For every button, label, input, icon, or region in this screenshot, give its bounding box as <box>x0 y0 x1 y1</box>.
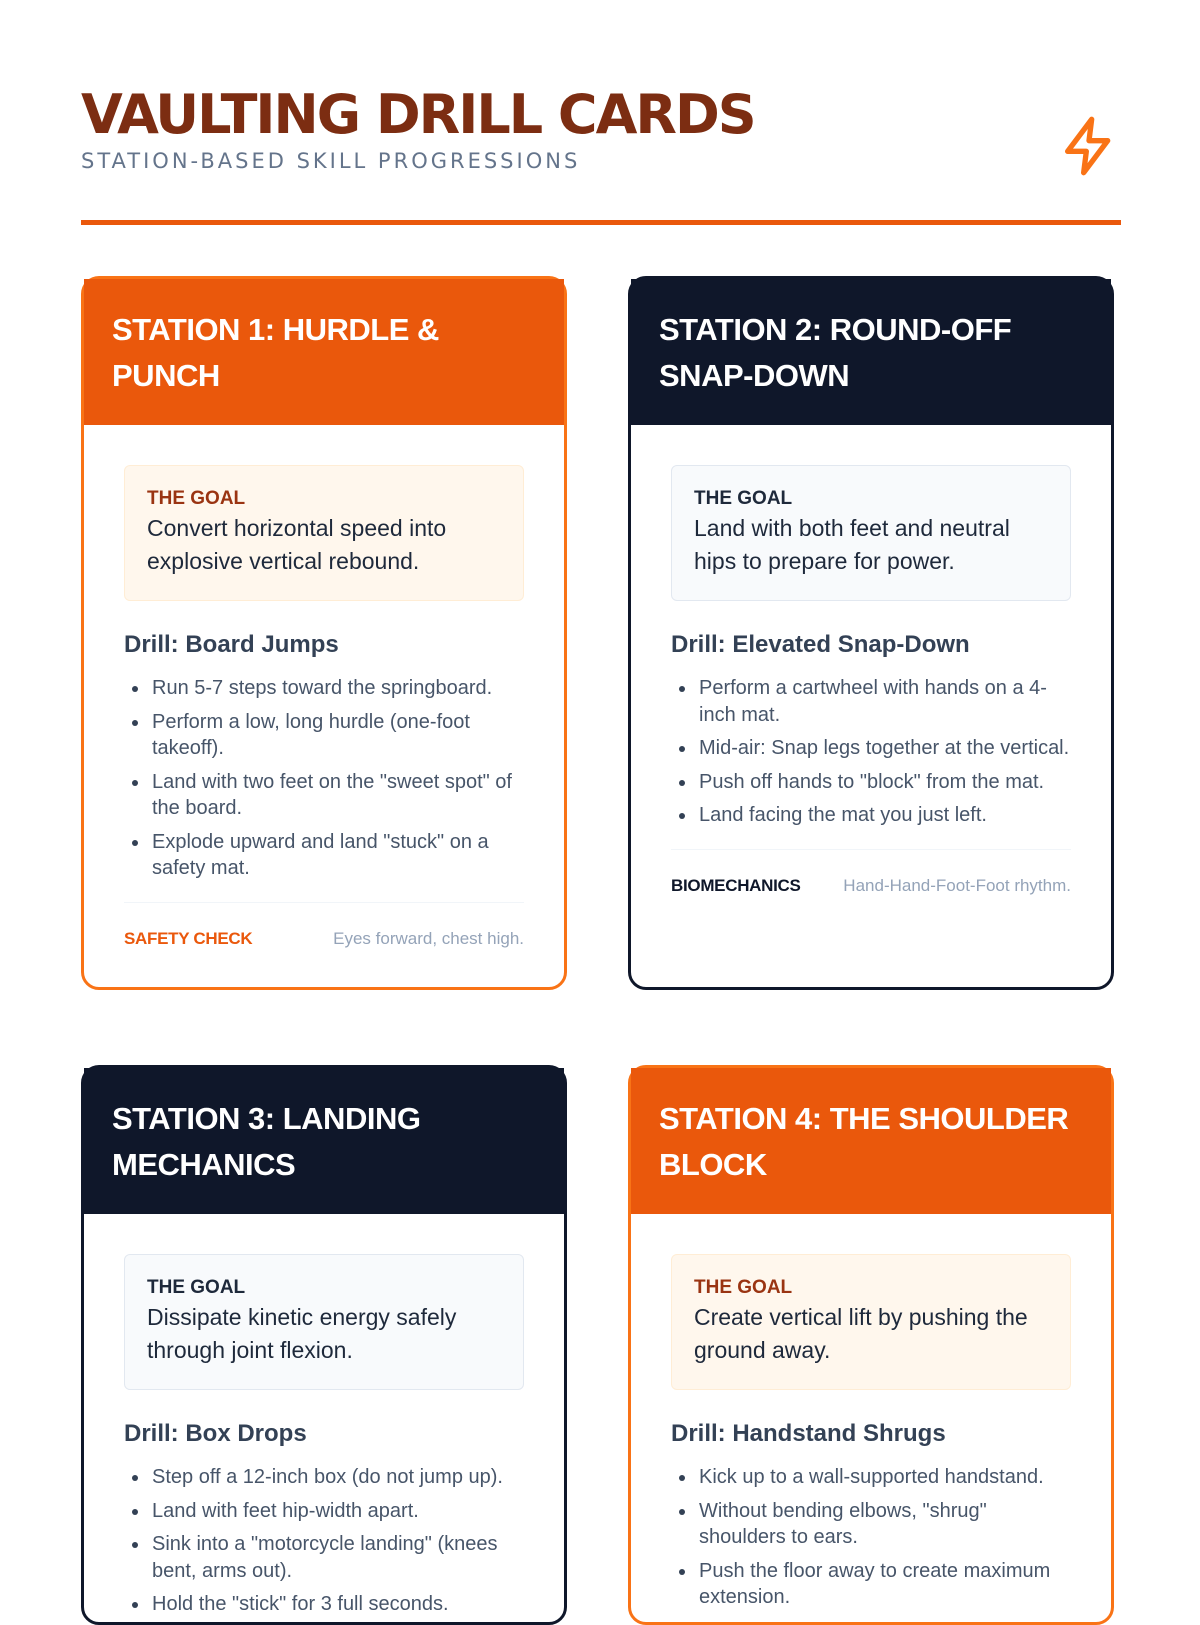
drill-step: • Kick up to a wall-supported handstand. <box>697 1464 1071 1491</box>
goal-box <box>124 1254 524 1390</box>
drill-step: • Land with feet hip-width apart. <box>150 1498 524 1525</box>
drill-step: • Perform a low, long hurdle (one-foot takeoff). <box>150 709 524 762</box>
card-title: STATION 4: THE SHOULDER BLOCK <box>659 1101 1069 1182</box>
goal-text: Create vertical lift by pushing the ground away. <box>694 1304 1028 1363</box>
goal-box <box>671 1254 1071 1390</box>
page-header <box>81 84 1121 184</box>
drill-name: Drill: Handstand Shrugs <box>671 1420 946 1447</box>
drill-name: Drill: Board Jumps <box>124 631 339 658</box>
goal-label: THE GOAL <box>147 1277 246 1298</box>
card-header <box>84 279 564 425</box>
drill-name: Drill: Elevated Snap-Down <box>671 631 970 658</box>
goal-text: Convert horizontal speed into explosive vertical rebound. <box>147 515 447 574</box>
footer-note: Eyes forward, chest high. <box>333 928 524 948</box>
page-subtitle: STATION-BASED SKILL PROGRESSIONS <box>81 149 581 173</box>
station-card-4 <box>628 1065 1114 1625</box>
page-title: VAULTING DRILL CARDS <box>81 83 755 146</box>
drill-step: • Explode upward and land "stuck" on a safety mat. <box>150 829 524 882</box>
goal-text: Land with both feet and neutral hips to prepare for power. <box>694 515 1010 574</box>
card-title: STATION 2: ROUND-OFF SNAP-DOWN <box>659 312 1012 393</box>
card-header <box>631 1068 1111 1214</box>
drill-card-sheet <box>81 0 1121 1615</box>
goal-box <box>124 465 524 601</box>
card-header <box>84 1068 564 1214</box>
drill-step: • Hold the "stick" for 3 full seconds. <box>150 1591 524 1618</box>
drill-steps <box>124 675 524 882</box>
footer-label: BIOMECHANICS <box>671 875 801 895</box>
drill-step: • Push the floor away to create maximum extension. <box>697 1558 1071 1611</box>
drill-step: • Mid-air: Snap legs together at the vertical. <box>697 735 1071 762</box>
footer-label: SAFETY CHECK <box>124 928 253 948</box>
drill-step: • Push off hands to "block" from the mat. <box>697 769 1071 796</box>
drill-steps <box>671 1464 1071 1611</box>
goal-label: THE GOAL <box>147 488 246 509</box>
goal-text: Dissipate kinetic energy safely through joint flexion. <box>147 1304 457 1363</box>
drill-step: • Land with two feet on the "sweet spot" of the board. <box>150 769 524 822</box>
goal-label: THE GOAL <box>694 1277 793 1298</box>
drill-name: Drill: Box Drops <box>124 1420 307 1447</box>
drill-step: • Perform a cartwheel with hands on a 4-inch mat. <box>697 675 1071 728</box>
lightning-bolt-icon <box>1057 114 1121 178</box>
drill-step: • Step off a 12-inch box (do not jump up). <box>150 1464 524 1491</box>
goal-box <box>671 465 1071 601</box>
card-title: STATION 3: LANDING MECHANICS <box>112 1101 421 1182</box>
drill-step: • Land facing the mat you just left. <box>697 802 1071 829</box>
goal-label: THE GOAL <box>694 488 793 509</box>
drill-step: • Sink into a "motorcycle landing" (knees bent, arms out). <box>150 1531 524 1584</box>
drill-step: • Without bending elbows, "shrug" shoulders to ears. <box>697 1498 1071 1551</box>
footer-note: Hand-Hand-Foot-Foot rhythm. <box>843 875 1071 895</box>
card-title: STATION 1: HURDLE & PUNCH <box>112 312 439 393</box>
station-card-1 <box>81 276 567 990</box>
drill-steps <box>124 1464 524 1618</box>
card-footer <box>124 902 524 949</box>
station-card-2 <box>628 276 1114 990</box>
station-card-3 <box>81 1065 567 1625</box>
drill-step: • Run 5-7 steps toward the springboard. <box>150 675 524 702</box>
card-footer <box>671 849 1071 896</box>
header-divider <box>81 220 1121 225</box>
drill-steps <box>671 675 1071 829</box>
card-header <box>631 279 1111 425</box>
